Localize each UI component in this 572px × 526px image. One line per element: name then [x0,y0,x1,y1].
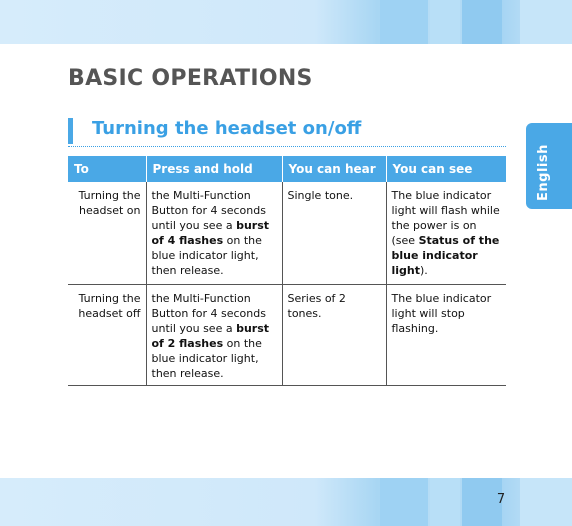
band-stripe [462,0,502,44]
see-text: The blue indicator light will stop flashing. [391,292,492,335]
band-stripe [520,0,572,44]
bottom-decorative-band [0,478,572,526]
press-text-bold: burst of 2 flashes [151,322,270,350]
language-side-tab [526,123,572,209]
language-side-tab-label: English [536,144,551,201]
operations-table [68,156,506,386]
press-text: the Multi-Function Button for 4 seconds until you see a [151,292,266,335]
cell-you-can-see [386,182,506,285]
section-accent-bar [68,118,73,144]
cell-press-and-hold [146,182,282,285]
cell-press-and-hold [146,285,282,386]
column-header-to: To [68,156,146,182]
table-row [68,285,506,386]
cell-to: Turning the headset off [68,285,146,386]
section-title: Turning the headset on/off [92,118,362,139]
column-header-you-can-hear: You can hear [282,156,386,182]
table-header-row [68,156,506,182]
see-text-bold: Status of the blue indicator light [391,234,500,277]
band-stripe [380,0,428,44]
page-number: 7 [496,492,506,507]
cell-to: Turning the headset on [68,182,146,285]
band-stripe [380,478,428,526]
page-title: BASIC OPERATIONS [68,66,313,91]
cell-you-can-see [386,285,506,386]
band-stripe [520,478,572,526]
top-decorative-band [0,0,572,44]
cell-you-can-hear: Single tone. [282,182,386,285]
band-stripe [430,0,460,44]
see-text: The blue indicator light will flash while the power is on (see [391,189,500,247]
band-stripe [430,478,460,526]
cell-you-can-hear: Series of 2 tones. [282,285,386,386]
table-row [68,182,506,285]
press-text-bold: burst of 4 flashes [151,219,270,247]
press-text: the Multi-Function Button for 4 seconds until you see a [151,189,266,232]
column-header-you-can-see: You can see [386,156,506,182]
see-text-end: ). [420,264,428,277]
section-divider [68,146,506,147]
column-header-press-and-hold: Press and hold [146,156,282,182]
press-text-end: on the blue indicator light, then release. [151,337,262,380]
press-text-end: on the blue indicator light, then release. [151,234,262,277]
